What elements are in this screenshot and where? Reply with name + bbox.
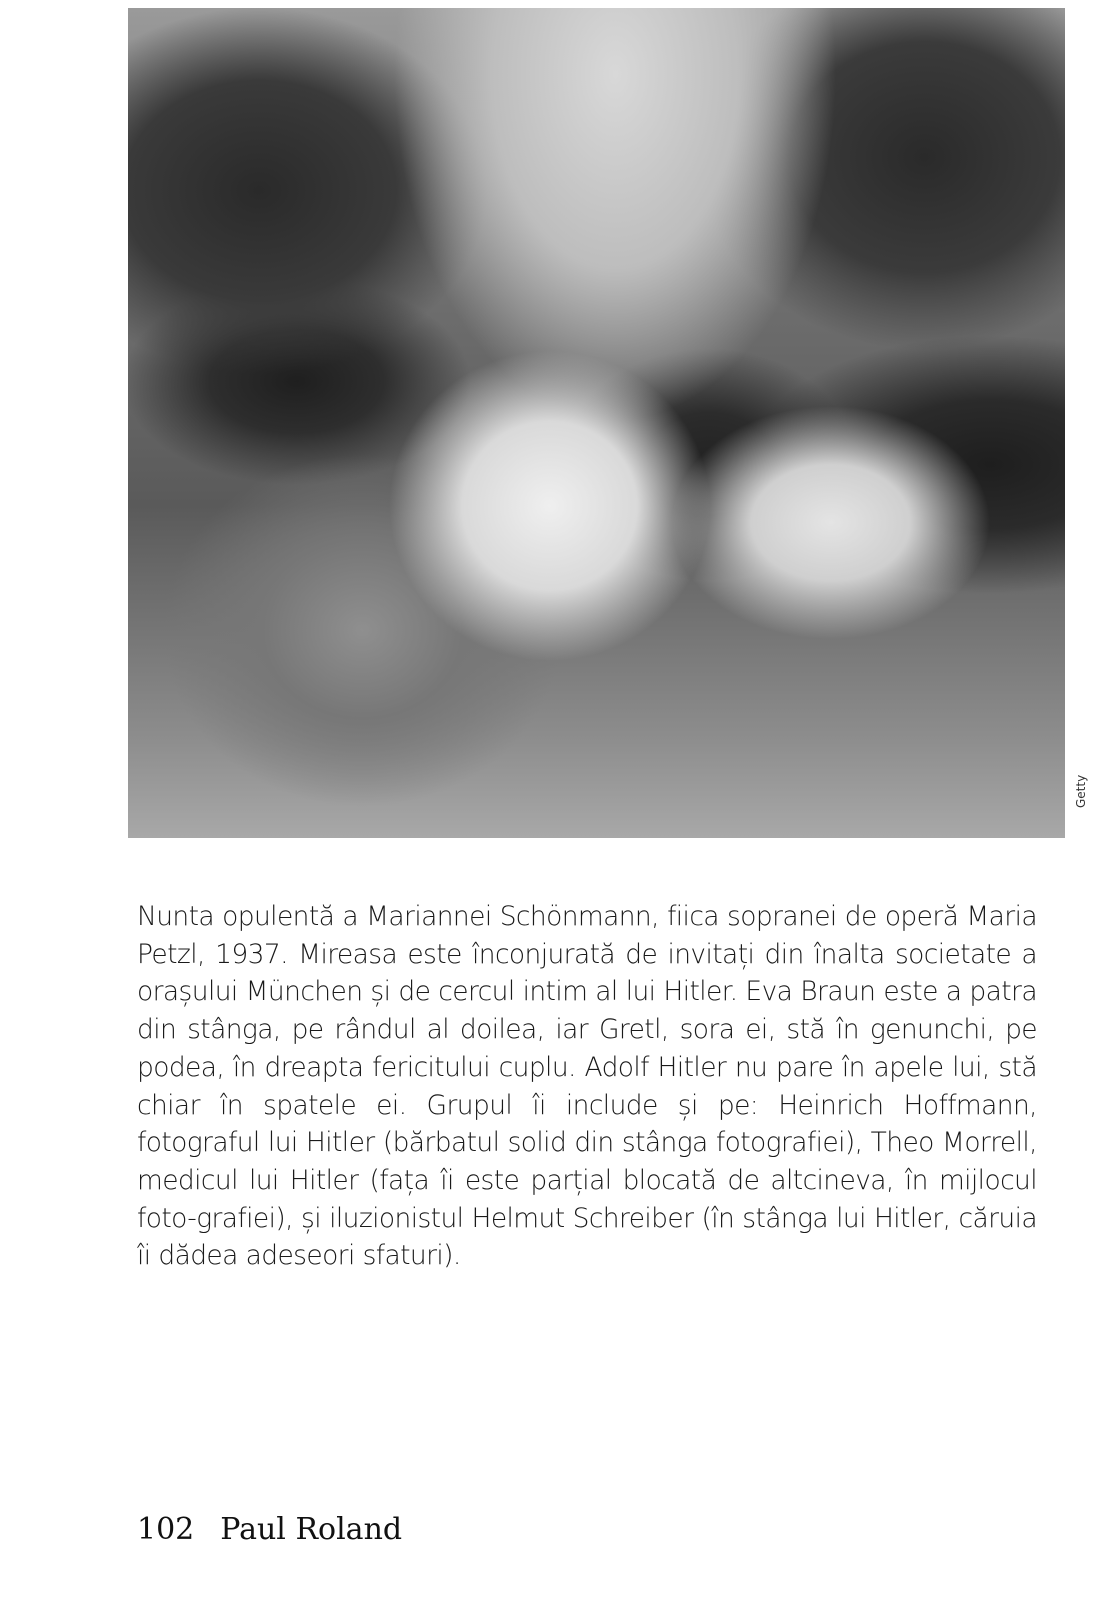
author-name: Paul Roland <box>220 1512 403 1547</box>
wedding-group-photograph <box>128 8 1065 838</box>
photo-caption: Nunta opulentă a Mariannei Schönmann, fiica sopranei de operă Maria Petzl, 1937. Mireasa este înconjurată de invitați din înalta societate a orașului München și de cercul intim al lui Hitler. Eva Braun este a patra din stânga, pe rândul al doilea, iar Gretl, sora ei, stă în genunchi, pe podea, în dreapta fericitului cuplu. Adolf Hitler nu pare în apele lui, stă chiar în spatele ei. Grupul îi include și pe: Heinrich Hoffmann, fotograful lui Hitler (bărbatul solid din stânga fotografiei), Theo Morrell, medicul lui Hitler (fața îi este parțial blocată de altcineva, în mijlocul foto-grafiei), și iluzionistul Helmut Schreiber (în stânga lui Hitler, căruia îi dădea adeseori sfaturi). <box>137 901 1037 1272</box>
page-number: 102 <box>137 1512 195 1547</box>
page-footer <box>137 1512 402 1547</box>
photo-credit: Getty <box>1074 774 1088 808</box>
